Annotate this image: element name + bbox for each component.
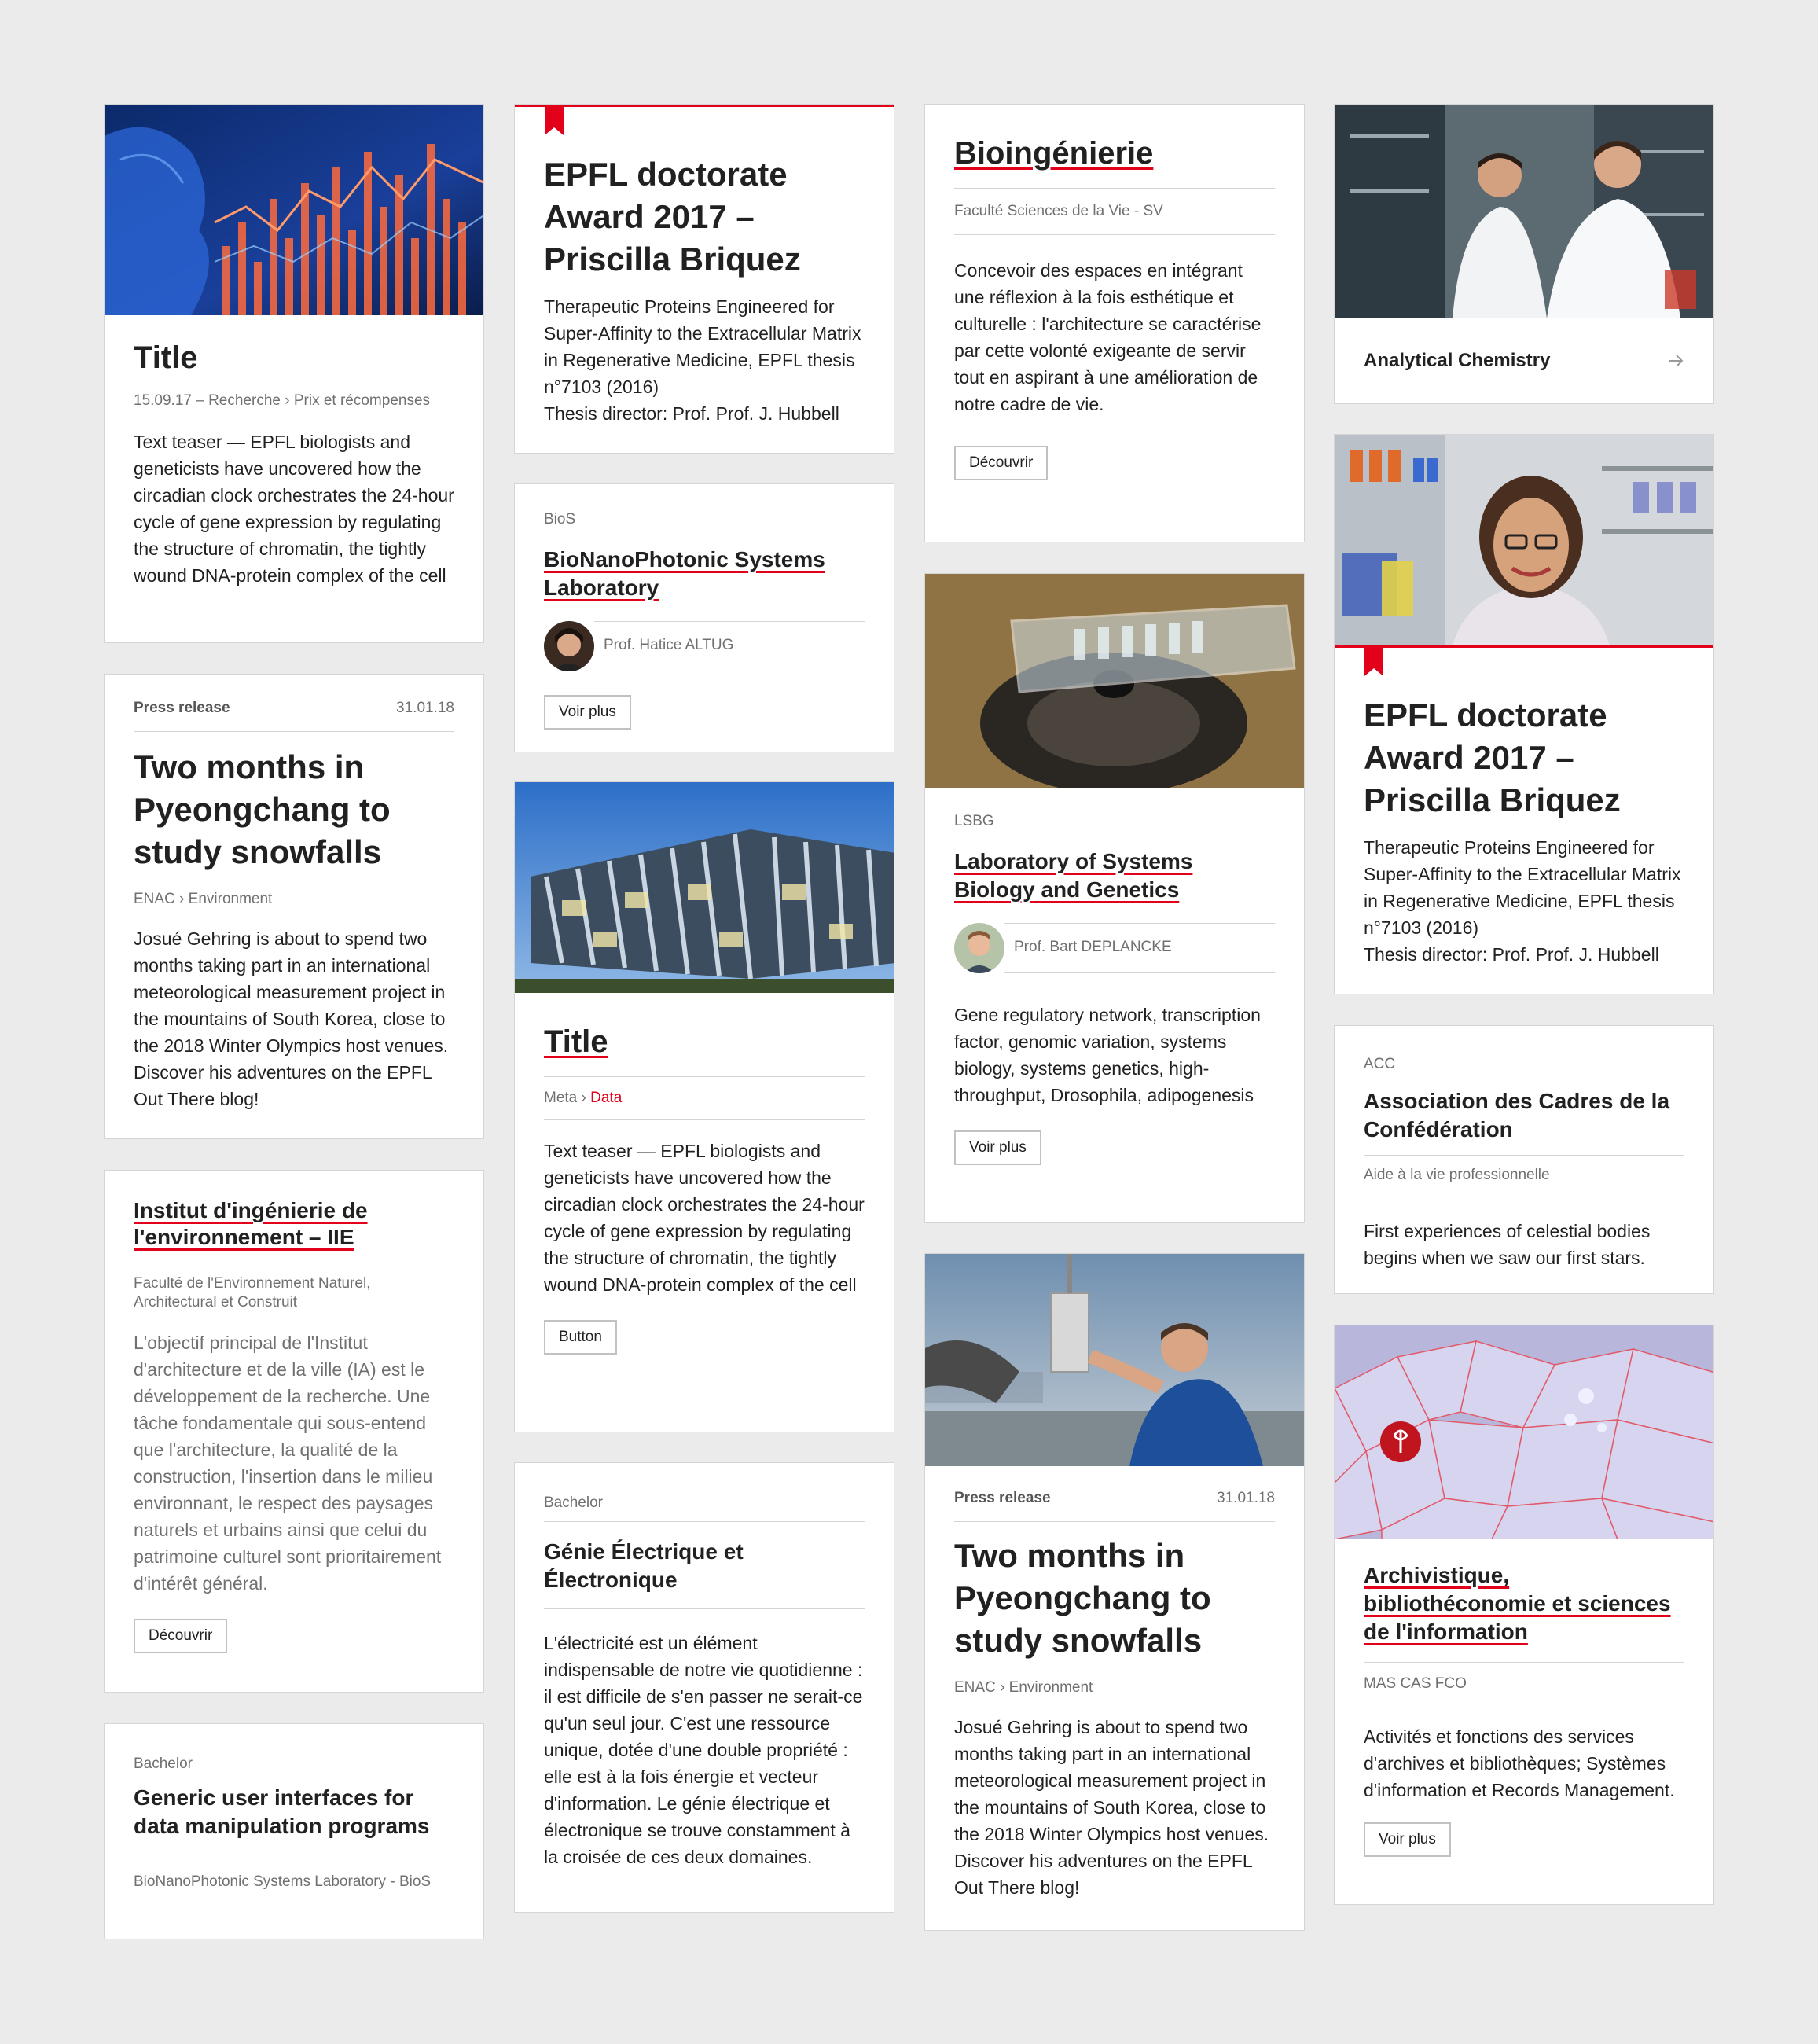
- lab-scientists-image: [1335, 105, 1714, 318]
- card-date: 31.01.18: [1217, 1490, 1275, 1506]
- award-card[interactable]: [1334, 434, 1714, 994]
- card-kicker: Press release: [134, 700, 230, 716]
- see-more-button[interactable]: Voir plus: [544, 695, 631, 730]
- card-teaser: Text teaser — EPFL biologists and geneticists have uncovered how the circadian clock orchestrates the 24-hour cycle of gene expression by regulating the structure of chromatin, the tightly wound DNA-protein complex of the cell: [134, 432, 454, 586]
- bookmark-icon: [545, 107, 564, 135]
- see-more-button[interactable]: Voir plus: [1364, 1822, 1451, 1857]
- discover-button[interactable]: Découvrir: [134, 1619, 227, 1653]
- press-release-card[interactable]: [924, 1253, 1305, 1931]
- award-card[interactable]: [514, 104, 894, 454]
- card-title[interactable]: Laboratory of Systems Biology and Genetics: [954, 849, 1193, 902]
- card-meta: Aide à la vie professionnelle: [1364, 1156, 1684, 1197]
- card-meta: Faculté de l'Environnement Naturel, Architectural et Construit: [134, 1275, 371, 1311]
- institute-card[interactable]: [104, 1170, 484, 1693]
- card-teaser: Therapeutic Proteins Engineered for Super-Affinity to the Extracellular Matrix in Regenerative Medicine, EPFL thesis n°7103 (2016) Thesis director: Prof. Prof. J. Hubbell: [1364, 837, 1681, 965]
- card-title[interactable]: Generic user interfaces for data manipulation programs: [134, 1785, 430, 1838]
- news-card-title[interactable]: [104, 104, 484, 643]
- card-title[interactable]: Génie Électrique et Électronique: [544, 1522, 865, 1609]
- lab-card-lsbg[interactable]: [924, 573, 1305, 1223]
- accent-line: [1335, 645, 1713, 648]
- archival-science-card[interactable]: [1334, 1325, 1714, 1905]
- bookmark-icon: [1364, 648, 1383, 676]
- building-image: [515, 782, 894, 993]
- person-name[interactable]: Prof. Bart DEPLANCKE: [1014, 939, 1172, 955]
- card-teaser: Josué Gehring is about to spend two months taking part in an international meteorological measurement project in the mountains of South Korea, close to the 2018 Winter Olympics host venues. Discover his adventures on the EPFL Out There blog!: [134, 928, 449, 1109]
- card-title[interactable]: Two months in Pyeongchang to study snowfalls: [954, 1537, 1211, 1659]
- accent-top-line: [515, 105, 894, 107]
- card-kicker: Bachelor: [544, 1493, 865, 1522]
- card-teaser: Gene regulatory network, transcription factor, genomic variation, systems biology, systems genetics, high-throughput, Drosophila, adipogenesis: [954, 1005, 1261, 1105]
- building-card[interactable]: [514, 781, 894, 1432]
- card-title[interactable]: Two months in Pyeongchang to study snowfalls: [134, 748, 391, 870]
- bachelor-card[interactable]: [104, 1723, 484, 1939]
- card-kicker: BioS: [544, 511, 576, 528]
- card-title[interactable]: Archivistique, bibliothéconomie et sciences de l'information: [1364, 1563, 1671, 1644]
- card-title[interactable]: EPFL doctorate Award 2017 – Priscilla Briquez: [544, 156, 801, 278]
- card-meta: MAS CAS FCO: [1364, 1662, 1684, 1704]
- card-kicker: ACC: [1364, 1056, 1396, 1072]
- person-avatar: [954, 923, 1004, 973]
- person-name[interactable]: Prof. Hatice ALTUG: [604, 637, 734, 653]
- card-meta: Faculté Sciences de la Vie - SV: [954, 189, 1275, 235]
- card-teaser: Text teaser — EPFL biologists and geneticists have uncovered how the circadian clock orchestrates the 24-hour cycle of gene expression by regulating the structure of chromatin, the tightly wound DNA-protein complex of the cell: [544, 1141, 865, 1295]
- portrait-image: [1335, 435, 1714, 645]
- card-title[interactable]: Title: [544, 1023, 865, 1077]
- card-title[interactable]: Institut d'ingénierie de l'environnement – IIE: [134, 1198, 368, 1249]
- card-title[interactable]: Title: [134, 340, 198, 375]
- card-teaser: L'électricité est un élément indispensable de notre vie quotidienne : il est difficile de s'en passer ne serait-ce qu'un seul jour. C'est une ressource unique, dotée d'une double propriété : elle est à la fois énergie et vecteur d'information. Le génie électrique et électronique se trouve constamment à la croisée de ces deux domaines.: [544, 1633, 863, 1867]
- card-teaser: First experiences of celestial bodies begins when we saw our first stars.: [1364, 1221, 1651, 1268]
- network-mesh-image: [1335, 1325, 1714, 1539]
- person-avatar: [544, 621, 594, 671]
- card-meta: ENAC › Environment: [954, 1679, 1093, 1696]
- faculty-card[interactable]: [924, 104, 1305, 542]
- microfluidic-chip-image: [925, 574, 1305, 788]
- data-face-image: [105, 105, 484, 315]
- card-title[interactable]: BioNanoPhotonic Systems Laboratory: [544, 547, 825, 600]
- meta-data-link[interactable]: Data: [590, 1090, 623, 1106]
- card-title[interactable]: Bioingénierie: [954, 134, 1275, 189]
- arrow-right-icon[interactable]: [1667, 352, 1684, 369]
- card-kicker: Press release: [954, 1490, 1051, 1506]
- lab-card-bios[interactable]: [514, 483, 894, 752]
- analytical-chemistry-card[interactable]: [1334, 104, 1714, 404]
- press-release-card[interactable]: [104, 674, 484, 1139]
- card-meta: 15.09.17 – Recherche › Prix et récompenses: [134, 392, 431, 409]
- meta-separator: ›: [581, 1090, 586, 1106]
- card-title[interactable]: Analytical Chemistry: [1364, 350, 1551, 371]
- card-button[interactable]: Button: [544, 1320, 617, 1355]
- card-title[interactable]: EPFL doctorate Award 2017 – Priscilla Briquez: [1364, 697, 1621, 818]
- card-meta: BioNanoPhotonic Systems Laboratory - BioS: [134, 1873, 432, 1890]
- see-more-button[interactable]: Voir plus: [954, 1130, 1041, 1165]
- card-teaser: Activités et fonctions des services d'archives et bibliothèques; Systèmes d'information et Records Management.: [1364, 1726, 1675, 1800]
- card-meta: ENAC › Environment: [134, 891, 273, 907]
- card-meta: [544, 1077, 865, 1120]
- card-teaser: Josué Gehring is about to spend two months taking part in an international meteorological measurement project in the mountains of South Korea, close to the 2018 Winter Olympics host venues. Discover his adventures on the EPFL Out There blog!: [954, 1717, 1269, 1898]
- card-date: 31.01.18: [396, 700, 454, 716]
- card-kicker: Bachelor: [134, 1755, 193, 1772]
- card-teaser: L'objectif principal de l'Institut d'architecture et de la ville (IA) est le développement de la recherche. Une tâche fondamentale qui sous-entend que l'architecture, la qualité de la construction, l'insertion dans le milieu environnant, le respect des paysages naturels et urbains ainsi que celui du patrimoine culturel sont prioritairement d'intérêt général.: [134, 1333, 442, 1594]
- association-card[interactable]: [1334, 1025, 1714, 1294]
- card-title[interactable]: Association des Cadres de la Confédération: [1364, 1087, 1684, 1156]
- bachelor-program-card[interactable]: [514, 1462, 894, 1913]
- researcher-image: [925, 1254, 1305, 1466]
- card-kicker: LSBG: [954, 813, 994, 829]
- card-teaser: Concevoir des espaces en intégrant une réflexion à la fois esthétique et culturelle : l'architecture se caractérise par cette volonté exigeante de servir tout en aspirant à une amélioration de notre cadre de vie.: [954, 260, 1262, 414]
- discover-button[interactable]: Découvrir: [954, 446, 1048, 480]
- meta-label: Meta: [544, 1090, 578, 1106]
- card-teaser: Therapeutic Proteins Engineered for Super-Affinity to the Extracellular Matrix in Regenerative Medicine, EPFL thesis n°7103 (2016) Thesis director: Prof. Prof. J. Hubbell: [544, 296, 861, 424]
